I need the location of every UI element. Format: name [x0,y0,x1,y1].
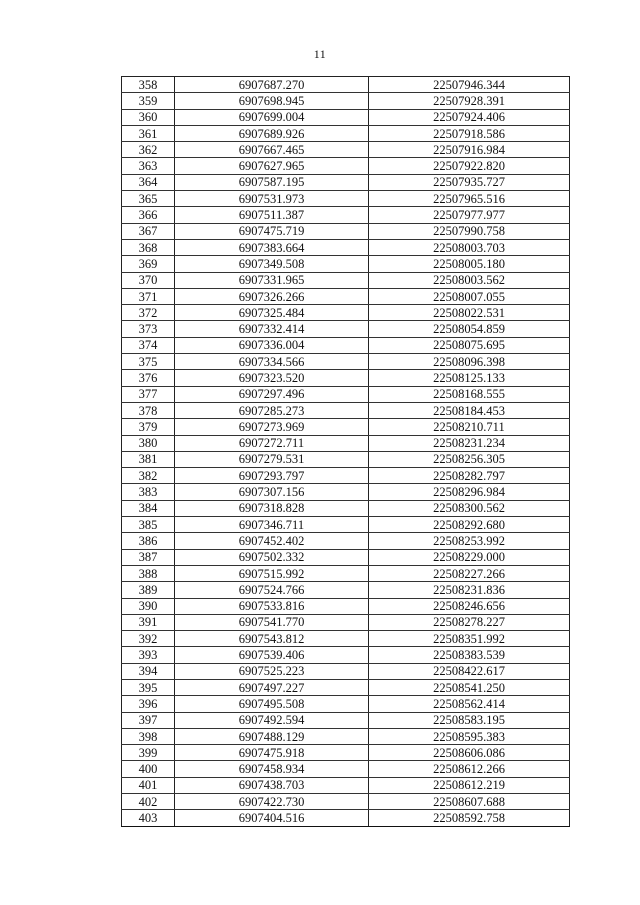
x-coordinate-cell: 6907497.227 [175,679,369,695]
table-row [122,223,570,239]
x-coordinate-cell: 6907285.273 [175,402,369,418]
y-coordinate-cell: 22507977.977 [369,207,570,223]
y-coordinate-cell: 22507922.820 [369,158,570,174]
x-coordinate-cell: 6907627.965 [175,158,369,174]
y-coordinate-cell: 22507965.516 [369,191,570,207]
table-row [122,745,570,761]
coordinates-table-body [122,77,570,827]
x-coordinate-cell: 6907699.004 [175,109,369,125]
point-number-cell: 365 [122,191,175,207]
x-coordinate-cell: 6907404.516 [175,810,369,826]
y-coordinate-cell: 22508227.266 [369,565,570,581]
x-coordinate-cell: 6907533.816 [175,598,369,614]
x-coordinate-cell: 6907587.195 [175,174,369,190]
point-number-cell: 391 [122,614,175,630]
point-number-cell: 382 [122,468,175,484]
y-coordinate-cell: 22508292.680 [369,517,570,533]
y-coordinate-cell: 22508256.305 [369,451,570,467]
y-coordinate-cell: 22508022.531 [369,305,570,321]
y-coordinate-cell: 22508278.227 [369,614,570,630]
x-coordinate-cell: 6907422.730 [175,794,369,810]
point-number-cell: 396 [122,696,175,712]
x-coordinate-cell: 6907346.711 [175,517,369,533]
y-coordinate-cell: 22508125.133 [369,370,570,386]
table-row [122,354,570,370]
point-number-cell: 378 [122,402,175,418]
table-row [122,93,570,109]
y-coordinate-cell: 22508003.703 [369,239,570,255]
table-row [122,305,570,321]
point-number-cell: 362 [122,142,175,158]
x-coordinate-cell: 6907511.387 [175,207,369,223]
table-row [122,256,570,272]
table-row [122,663,570,679]
point-number-cell: 364 [122,174,175,190]
y-coordinate-cell: 22508210.711 [369,419,570,435]
x-coordinate-cell: 6907334.566 [175,354,369,370]
table-row [122,158,570,174]
point-number-cell: 363 [122,158,175,174]
y-coordinate-cell: 22508168.555 [369,386,570,402]
point-number-cell: 386 [122,533,175,549]
table-row [122,419,570,435]
y-coordinate-cell: 22508583.195 [369,712,570,728]
table-row [122,435,570,451]
x-coordinate-cell: 6907525.223 [175,663,369,679]
point-number-cell: 379 [122,419,175,435]
point-number-cell: 384 [122,500,175,516]
point-number-cell: 398 [122,728,175,744]
point-number-cell: 366 [122,207,175,223]
table-row [122,777,570,793]
x-coordinate-cell: 6907272.711 [175,435,369,451]
x-coordinate-cell: 6907326.266 [175,288,369,304]
point-number-cell: 377 [122,386,175,402]
table-row [122,631,570,647]
y-coordinate-cell: 22508300.562 [369,500,570,516]
x-coordinate-cell: 6907383.664 [175,239,369,255]
table-row [122,174,570,190]
table-row [122,109,570,125]
x-coordinate-cell: 6907475.918 [175,745,369,761]
x-coordinate-cell: 6907541.770 [175,614,369,630]
y-coordinate-cell: 22507924.406 [369,109,570,125]
table-row [122,533,570,549]
x-coordinate-cell: 6907297.496 [175,386,369,402]
x-coordinate-cell: 6907492.594 [175,712,369,728]
x-coordinate-cell: 6907307.156 [175,484,369,500]
y-coordinate-cell: 22508229.000 [369,549,570,565]
table-row [122,402,570,418]
point-number-cell: 395 [122,679,175,695]
x-coordinate-cell: 6907273.969 [175,419,369,435]
y-coordinate-cell: 22508184.453 [369,402,570,418]
point-number-cell: 372 [122,305,175,321]
table-row [122,598,570,614]
x-coordinate-cell: 6907698.945 [175,93,369,109]
x-coordinate-cell: 6907495.508 [175,696,369,712]
y-coordinate-cell: 22507935.727 [369,174,570,190]
point-number-cell: 394 [122,663,175,679]
y-coordinate-cell: 22508422.617 [369,663,570,679]
point-number-cell: 369 [122,256,175,272]
x-coordinate-cell: 6907452.402 [175,533,369,549]
y-coordinate-cell: 22508075.695 [369,337,570,353]
table-row [122,207,570,223]
table-row [122,696,570,712]
point-number-cell: 385 [122,517,175,533]
point-number-cell: 380 [122,435,175,451]
x-coordinate-cell: 6907539.406 [175,647,369,663]
table-row [122,337,570,353]
y-coordinate-cell: 22507916.984 [369,142,570,158]
table-row [122,321,570,337]
point-number-cell: 402 [122,794,175,810]
x-coordinate-cell: 6907323.520 [175,370,369,386]
table-row [122,386,570,402]
point-number-cell: 376 [122,370,175,386]
y-coordinate-cell: 22508351.992 [369,631,570,647]
x-coordinate-cell: 6907689.926 [175,125,369,141]
point-number-cell: 370 [122,272,175,288]
table-row [122,191,570,207]
point-number-cell: 359 [122,93,175,109]
x-coordinate-cell: 6907458.934 [175,761,369,777]
table-row [122,484,570,500]
y-coordinate-cell: 22508592.758 [369,810,570,826]
point-number-cell: 371 [122,288,175,304]
x-coordinate-cell: 6907279.531 [175,451,369,467]
point-number-cell: 361 [122,125,175,141]
point-number-cell: 367 [122,223,175,239]
table-row [122,77,570,93]
y-coordinate-cell: 22508003.562 [369,272,570,288]
page-number: 11 [313,47,327,61]
x-coordinate-cell: 6907438.703 [175,777,369,793]
y-coordinate-cell: 22508296.984 [369,484,570,500]
table-row [122,614,570,630]
table-row [122,142,570,158]
point-number-cell: 375 [122,354,175,370]
point-number-cell: 390 [122,598,175,614]
y-coordinate-cell: 22508595.383 [369,728,570,744]
x-coordinate-cell: 6907524.766 [175,582,369,598]
point-number-cell: 360 [122,109,175,125]
point-number-cell: 399 [122,745,175,761]
table-row [122,272,570,288]
y-coordinate-cell: 22508231.836 [369,582,570,598]
point-number-cell: 400 [122,761,175,777]
point-number-cell: 358 [122,77,175,93]
y-coordinate-cell: 22508541.250 [369,679,570,695]
table-row [122,517,570,533]
point-number-cell: 383 [122,484,175,500]
point-number-cell: 397 [122,712,175,728]
point-number-cell: 403 [122,810,175,826]
point-number-cell: 388 [122,565,175,581]
table-row [122,794,570,810]
x-coordinate-cell: 6907502.332 [175,549,369,565]
point-number-cell: 389 [122,582,175,598]
table-row [122,565,570,581]
table-row [122,125,570,141]
x-coordinate-cell: 6907515.992 [175,565,369,581]
y-coordinate-cell: 22508246.656 [369,598,570,614]
y-coordinate-cell: 22507990.758 [369,223,570,239]
table-row [122,712,570,728]
x-coordinate-cell: 6907667.465 [175,142,369,158]
y-coordinate-cell: 22508612.219 [369,777,570,793]
y-coordinate-cell: 22508282.797 [369,468,570,484]
table-row [122,468,570,484]
table-row [122,451,570,467]
point-number-cell: 401 [122,777,175,793]
x-coordinate-cell: 6907475.719 [175,223,369,239]
point-number-cell: 393 [122,647,175,663]
y-coordinate-cell: 22508383.539 [369,647,570,663]
y-coordinate-cell: 22508231.234 [369,435,570,451]
y-coordinate-cell: 22507928.391 [369,93,570,109]
y-coordinate-cell: 22507946.344 [369,77,570,93]
x-coordinate-cell: 6907325.484 [175,305,369,321]
y-coordinate-cell: 22508005.180 [369,256,570,272]
table-row [122,761,570,777]
table-row [122,370,570,386]
x-coordinate-cell: 6907318.828 [175,500,369,516]
y-coordinate-cell: 22508096.398 [369,354,570,370]
y-coordinate-cell: 22508606.086 [369,745,570,761]
y-coordinate-cell: 22508253.992 [369,533,570,549]
table-row [122,549,570,565]
table-row [122,582,570,598]
table-row [122,647,570,663]
y-coordinate-cell: 22508007.055 [369,288,570,304]
point-number-cell: 392 [122,631,175,647]
y-coordinate-cell: 22508562.414 [369,696,570,712]
table-row [122,288,570,304]
x-coordinate-cell: 6907336.004 [175,337,369,353]
point-number-cell: 387 [122,549,175,565]
x-coordinate-cell: 6907543.812 [175,631,369,647]
point-number-cell: 381 [122,451,175,467]
table-row [122,728,570,744]
y-coordinate-cell: 22507918.586 [369,125,570,141]
x-coordinate-cell: 6907349.508 [175,256,369,272]
y-coordinate-cell: 22508612.266 [369,761,570,777]
coordinates-table [121,76,570,827]
x-coordinate-cell: 6907293.797 [175,468,369,484]
y-coordinate-cell: 22508607.688 [369,794,570,810]
point-number-cell: 373 [122,321,175,337]
point-number-cell: 368 [122,239,175,255]
table-row [122,810,570,826]
y-coordinate-cell: 22508054.859 [369,321,570,337]
table-row [122,239,570,255]
x-coordinate-cell: 6907531.973 [175,191,369,207]
x-coordinate-cell: 6907332.414 [175,321,369,337]
x-coordinate-cell: 6907331.965 [175,272,369,288]
table-row [122,500,570,516]
x-coordinate-cell: 6907687.270 [175,77,369,93]
point-number-cell: 374 [122,337,175,353]
table-row [122,679,570,695]
x-coordinate-cell: 6907488.129 [175,728,369,744]
